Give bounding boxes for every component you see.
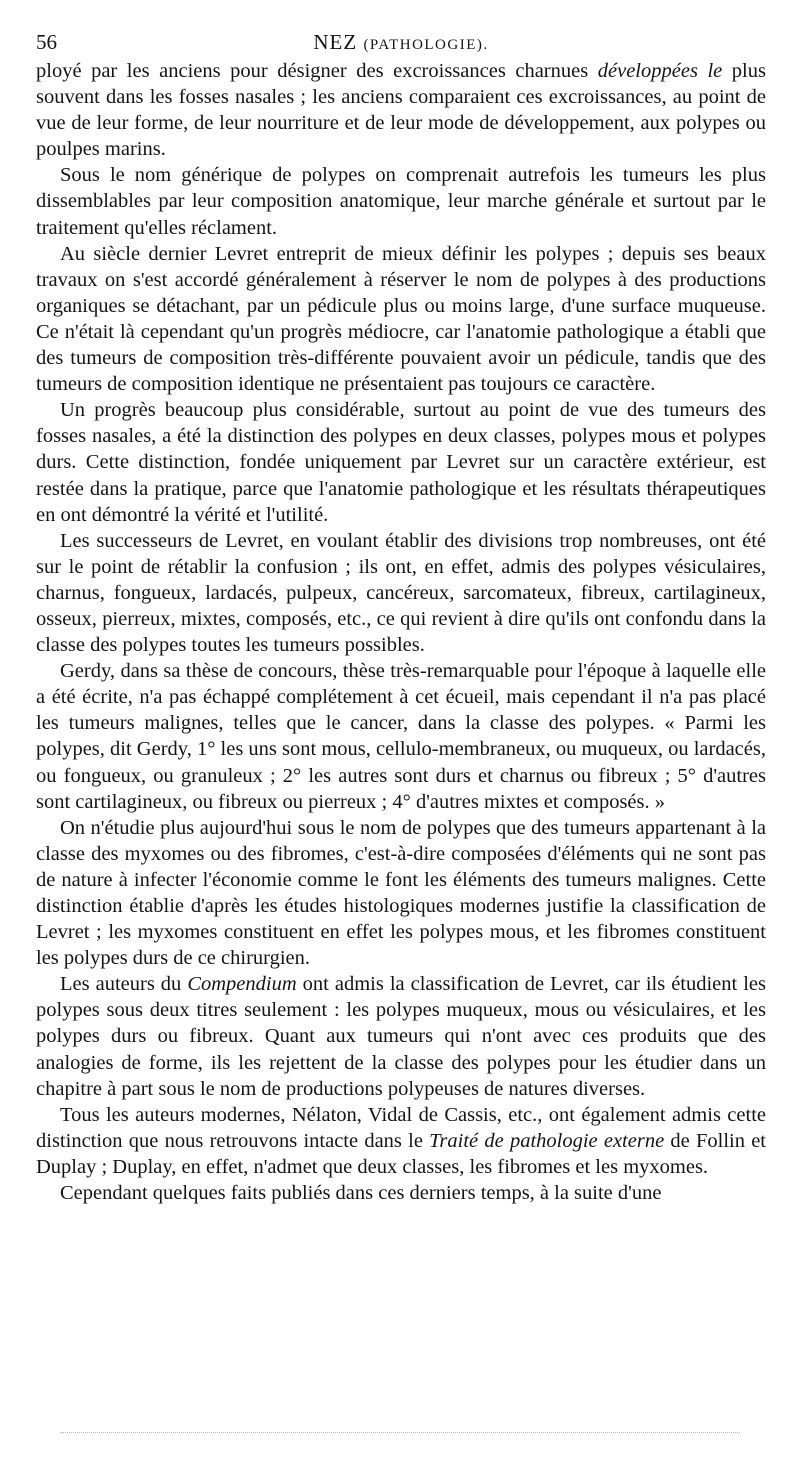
text-run: ont admis la classification de Levret, car ils étudient les polypes sous deux titres seulement : les polypes muqueux, mous ou vésiculaires, et les polypes durs ou fibreux. Quant aux tumeurs qui n'ont avec ces produits que des analogies de forme, ils les rejettent de la classe des polypes pour les étudier dans un chapitre à part sous le nom de productions polypeuses de natures diverses. — [36, 973, 767, 1100]
paragraph — [36, 1102, 766, 1180]
text-run: ployé par les anciens pour désigner des excroissances charnues — [36, 60, 598, 82]
running-title-main: NEZ — [313, 30, 358, 54]
page-number: 56 — [36, 30, 57, 54]
paragraph — [36, 528, 766, 658]
running-title — [36, 28, 766, 59]
running-title-sub: (PATHOLOGIE). — [363, 37, 489, 53]
paragraph — [36, 162, 766, 240]
text-run: plus souvent dans les fosses nasales ; les anciens comparaient ces excroissances, au point de vue de leur forme, de leur nourriture et de leur mode de développement, aux polypes ou poulpes marins. — [36, 60, 766, 161]
text-run: Cependant quelques faits publiés dans ces derniers temps, à la suite d'une — [60, 1182, 662, 1205]
page-header — [36, 28, 766, 56]
text-run: de Follin et Duplay ; Duplay, en effet, n'admet que deux classes, les fibromes et les myxomes. — [36, 1129, 767, 1178]
paragraph — [36, 1180, 766, 1206]
body-text — [36, 58, 766, 1206]
text-run: Gerdy, dans sa thèse de concours, thèse très-remarquable pour l'époque à laquelle elle a été écrite, n'a pas échappé complétement à cet écueil, mais cependant il n'a pas placé les tumeurs malignes, telles que le cancer, dans la classe des polypes. « Parmi les polypes, dit Gerdy, 1° les uns sont mous, cellulo-membraneux, ou muqueux, ou lardacés, ou fongueux, ou granuleux ; 2° les autres sont durs et charnus ou fibreux ; 5° d'autres sont cartilagineux, ou fibreux ou pierreux ; 4° d'autres mixtes et composés. » — [36, 660, 766, 813]
italic-text: Traité de pathologie externe — [429, 1129, 665, 1152]
italic-text: Compendium — [187, 973, 297, 996]
text-run: Les auteurs du — [60, 973, 188, 996]
text-run: Tous les auteurs modernes, Nélaton, Vidal de Cassis, etc., ont également admis cette distinction que nous retrouvons intacte dans le — [36, 1103, 766, 1152]
paragraph — [36, 241, 766, 398]
text-run: Au siècle dernier Levret entreprit de mieux définir les polypes ; depuis ses beaux travaux on s'est accordé généralement à réserver le nom de polypes à des productions organiques se détachant, par un pédicule plus ou moins large, d'une surface muqueuse. Ce n'était là cependant qu'un progrès médiocre, car l'anatomie pathologique a établi que des tumeurs de composition très-différente pouvaient avoir un pédicule, tandis que des tumeurs de composition identique ne présentaient pas toujours ce caractère. — [36, 242, 766, 396]
italic-text: développées le — [597, 60, 723, 82]
text-run: Un progrès beaucoup plus considérable, surtout au point de vue des tumeurs des fosses nasales, a été la distinction des polypes en deux classes, polypes mous et polypes durs. Cette distinction, fondée uniquement par Levret sur un caractère extérieur, est restée dans la pratique, parce que l'anatomie pathologique et les résultats thérapeutiques en ont démontré la vérité et l'utilité. — [36, 399, 766, 526]
paragraph — [36, 58, 766, 162]
text-run: On n'étudie plus aujourd'hui sous le nom de polypes que des tumeurs appartenant à la classe des myxomes ou des fibromes, c'est-à-dire composées d'éléments qui ne sont pas de nature à infecter l'économie comme le font les éléments des tumeurs malignes. Cette distinction établie d'après les études histologiques modernes justifie la classification de Levret ; les myxomes constituent en effet les polypes mous, et les fibromes constituent les polypes durs de ce chirurgien. — [36, 816, 766, 970]
bottom-margin-specks — [60, 1432, 740, 1434]
paragraph — [36, 971, 766, 1101]
paragraph — [36, 658, 766, 815]
paragraph — [36, 815, 766, 972]
paragraph — [36, 397, 766, 527]
text-run: Sous le nom générique de polypes on comprenait autrefois les tumeurs les plus dissemblables par leur composition anatomique, leur marche générale et surtout par le traitement qu'elles réclament. — [36, 164, 766, 239]
text-run: Les successeurs de Levret, en voulant établir des divisions trop nombreuses, ont été sur le point de rétablir la confusion ; ils ont, en effet, admis des polypes vésiculaires, charnus, fongueux, lardacés, pulpeux, cancéreux, sarcomateux, fibreux, cartilagineux, osseux, pierreux, mixtes, composés, etc., ce qui revient à dire qu'ils ont confondu dans la classe des polypes toutes les tumeurs possibles. — [36, 529, 766, 657]
